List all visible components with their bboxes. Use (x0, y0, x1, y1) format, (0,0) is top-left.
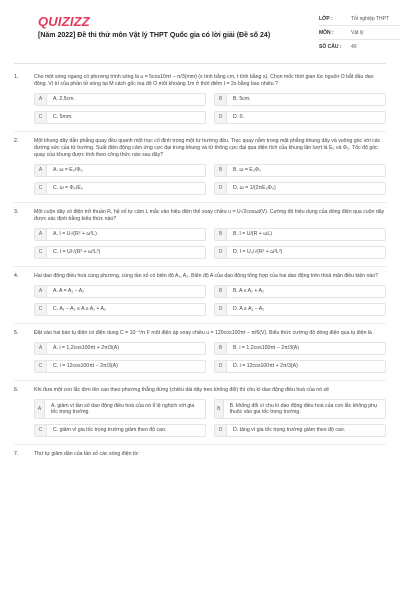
option-text: A. giảm vì tần số dao động điều hoà của nó tỉ lệ nghịch với gia tốc trọng trường. (50, 402, 195, 415)
meta-label: LỚP : (319, 15, 333, 22)
answer-option[interactable] (34, 285, 206, 298)
quizizz-logo: QUIZIZZ (38, 14, 90, 29)
answer-option[interactable] (34, 399, 206, 419)
question-item (14, 330, 386, 373)
answer-option[interactable] (214, 360, 386, 373)
option-letter: D (215, 361, 227, 372)
answer-option[interactable] (34, 228, 206, 241)
answer-options (34, 93, 386, 124)
meta-value: 40 (351, 44, 357, 50)
answer-option[interactable] (34, 111, 206, 124)
question-number: 1. (14, 74, 19, 80)
option-letter: B (215, 343, 227, 354)
meta-row-question-count (319, 40, 400, 54)
option-letter: A (35, 286, 47, 297)
option-text: B. A ≤ A₁ + A₂ (233, 288, 264, 295)
option-letter: A (35, 165, 47, 176)
question-text: Khi đưa một con lắc đơn lên cao theo phương thẳng đứng (chiều dài dây treo không đổi) thì chu kì dao động điều hoà của nó sẽ (34, 387, 329, 393)
meta-value: Vật lý (351, 29, 364, 36)
option-text: D. I = U₀/√(R² + ω²L²) (233, 249, 283, 256)
option-text: B. I = U/(R + ωL) (233, 231, 272, 238)
answer-option[interactable] (214, 164, 386, 177)
option-letter: B (215, 94, 227, 105)
meta-row-subject (319, 26, 400, 40)
answer-option[interactable] (214, 303, 386, 316)
question-item (14, 138, 386, 195)
answer-option[interactable] (34, 246, 206, 259)
option-letter: A (35, 343, 47, 354)
question-text: Cho một sóng ngang có phương trình sóng là u = 5cos10πt − π/3(mm) (x tính bằng cm, t tính bằng s). Chọn mốc thời gian lúc nguồn O bắt đầu dao động. Vị trí của phần tử sóng tại M cách gốc toạ độ O một khoảng 1m ở thời điểm t = 2s bằng bao nhiêu ? (34, 74, 374, 87)
option-text: B. 5cm. (233, 96, 251, 103)
option-letter: C (35, 304, 47, 315)
option-letter: A (35, 94, 47, 105)
question-item (14, 387, 386, 437)
option-text: C. I = U/√(R² + ω²L²) (53, 249, 101, 256)
option-text: C. i = 12cos100πt − 2π/3(A) (53, 363, 118, 370)
answer-option[interactable] (214, 399, 386, 419)
question-divider (14, 266, 386, 267)
meta-value: Tốt nghiệp THPT (351, 15, 389, 22)
option-text: B. không đổi vì chu kì dao động điều hoà của con lắc không phụ thuộc vào gia tốc trọng trường. (229, 402, 377, 415)
option-text: A. 2,5cm. (53, 96, 75, 103)
answer-option[interactable] (214, 228, 386, 241)
option-letter: D (215, 304, 227, 315)
header-divider (14, 63, 386, 64)
question-item (14, 74, 386, 124)
option-text: C. A₁ − A₂ ≤ A ≤ A₁ + A₂ (53, 306, 107, 313)
option-letter: D (215, 112, 227, 123)
question-number: 3. (14, 209, 19, 215)
answer-option[interactable] (214, 424, 386, 437)
answer-option[interactable] (214, 111, 386, 124)
question-number: 6. (14, 387, 19, 393)
answer-options (34, 285, 386, 316)
question-divider (14, 131, 386, 132)
option-text: C. giảm vì gia tốc trọng trường giảm theo độ cao. (53, 427, 167, 434)
question-divider (14, 444, 386, 445)
option-text: D. ω = 1/(2πE₀Φ₀) (233, 185, 276, 192)
answer-option[interactable] (34, 424, 206, 437)
meta-label: MÔN : (319, 29, 334, 36)
answer-option[interactable] (34, 342, 206, 355)
option-letter: D (215, 425, 227, 436)
answer-option[interactable] (34, 360, 206, 373)
option-text: A. A = A₁ − A₂ (53, 288, 85, 295)
option-letter: A (35, 400, 45, 418)
option-text: D. A ≥ A₁ − A₂ (233, 306, 265, 313)
answer-option[interactable] (34, 303, 206, 316)
answer-options (34, 164, 386, 195)
answer-options (34, 342, 386, 373)
option-text: A. i = 1,2cos100πt + 2π/3(A) (53, 345, 119, 352)
option-letter: D (215, 183, 227, 194)
question-divider (14, 323, 386, 324)
option-letter: D (215, 247, 227, 258)
answer-option[interactable] (34, 182, 206, 195)
header (20, 0, 389, 58)
answer-option[interactable] (34, 93, 206, 106)
option-letter: C (35, 183, 47, 194)
answer-option[interactable] (214, 285, 386, 298)
question-list (14, 74, 386, 458)
question-text: Một cuộn dây có điện trở thuần R, hệ số tự cảm L mắc vào hiệu điện thế xoay chiều u = U√2cosωt(V). Cường độ hiệu dụng của dòng điện qua cuộn dây được xác định bằng biểu thức nào? (34, 209, 385, 222)
question-number: 5. (14, 330, 19, 336)
option-text: B. i = 1,2cos100πt − 2π/3(A) (233, 345, 299, 352)
question-item (14, 273, 386, 316)
question-text: Thứ tự giảm dần của tần số các sóng điện từ: (34, 451, 140, 457)
meta-panel (319, 12, 400, 54)
option-letter: A (35, 229, 47, 240)
answer-option[interactable] (214, 93, 386, 106)
answer-options (34, 399, 386, 437)
option-text: D. 0. (233, 114, 244, 121)
question-number: 2. (14, 138, 19, 144)
answer-option[interactable] (34, 164, 206, 177)
meta-label: SỐ CÂU : (319, 44, 342, 50)
option-letter: B (215, 286, 227, 297)
page-title: [Năm 2022] Đề thi thử môn Vật lý THPT Quốc gia có lời giải (Đề số 24) (38, 32, 271, 39)
question-divider (14, 380, 386, 381)
option-letter: C (35, 247, 47, 258)
option-letter: B (215, 165, 227, 176)
question-number: 4. (14, 273, 19, 279)
option-text: C. ω = Φ₀/E₀ (53, 185, 83, 192)
question-text: Hai dao động điều hoà cùng phương, cùng tần số có biên độ A₁, A₂. Biên độ A của dao động tổng hợp của hai dao động trên thoả mãn điều kiện nào? (34, 273, 378, 279)
question-item (14, 451, 386, 458)
question-divider (14, 202, 386, 203)
question-text: Đặt vào hai bản tụ điện có điện dung C = 10⁻⁴/π F một điện áp xoay chiều u = 120cos100πt − π/6(V). Biểu thức cường độ dòng điện qua tụ điện là . (34, 330, 375, 336)
option-text: A. I = U√(R² + ω²L) (53, 231, 97, 238)
option-text: C. 5mm. (53, 114, 73, 121)
question-text: Một khung dây dẫn phẳng quay đều quanh một trục cố định trong một từ trường đều. Trục quay nằm trong mặt phẳng khung dây và vuông góc với các đường sức của từ trường. Suất điện động cảm ứng cực đại trong khung và từ thông cực đại qua diện tích của khung lần lượt là E₀ và Φ₀. Tốc độ góc quay của khung được tính theo công thức nào sau đây? (34, 138, 381, 158)
answer-options (34, 228, 386, 259)
question-number: 7. (14, 451, 19, 457)
option-text: D. i = 12cos100πt + 2π/3(A) (233, 363, 298, 370)
option-letter: C (35, 361, 47, 372)
option-text: A. ω = E₀/Φ₀ (53, 167, 83, 174)
answer-option[interactable] (214, 182, 386, 195)
option-text: D. tăng vì gia tốc trọng trường giảm theo độ cao. (233, 427, 346, 434)
meta-row-class (319, 12, 400, 26)
answer-option[interactable] (214, 342, 386, 355)
option-letter: C (35, 425, 47, 436)
option-text: B. ω = E₀Φ₀ (233, 167, 262, 174)
option-letter: B (215, 400, 224, 418)
option-letter: C (35, 112, 47, 123)
question-item (14, 209, 386, 259)
answer-option[interactable] (214, 246, 386, 259)
option-letter: B (215, 229, 227, 240)
